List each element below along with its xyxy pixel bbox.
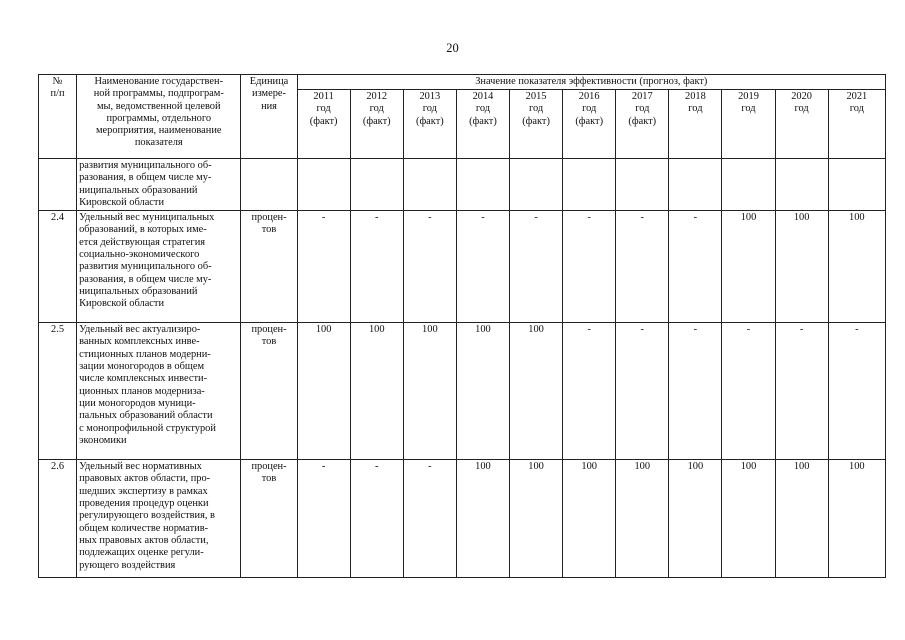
value-cell: 100 [563, 460, 616, 578]
value-cell [563, 159, 616, 211]
value-cell: - [350, 211, 403, 323]
value-cell: 100 [297, 323, 350, 460]
header-year-8: 2019 год [722, 90, 775, 159]
value-cell: - [616, 211, 669, 323]
header-num [39, 75, 77, 159]
value-cell: - [563, 211, 616, 323]
value-cell: - [722, 323, 775, 460]
value-cell [828, 159, 885, 211]
value-cell: - [510, 211, 563, 323]
indicator-unit: процен- тов [241, 211, 297, 323]
header-year-0: 2011 год (факт) [297, 90, 350, 159]
indicator-name: Удельный вес нормативных правовых актов области, про- шедших экспертизу в рамках проведения процедур оценки регулирующего воздействия, в общем количестве норматив- ных правовых актов области, подлежащих оценке регули- рующего воздействия [77, 460, 241, 578]
value-cell: - [403, 211, 456, 323]
header-unit-text: Единица измере- ния [249, 76, 289, 112]
indicator-unit: процен- тов [241, 460, 297, 578]
value-cell: 100 [403, 323, 456, 460]
header-name [77, 75, 241, 159]
header-name-text: Наименование государствен- ной программы, подпрограм- мы, ведомственной целевой программы, отдельного мероприятия, наименование показателя [93, 76, 224, 149]
row-number [39, 159, 77, 211]
table-row [39, 323, 886, 460]
value-cell [403, 159, 456, 211]
value-cell: - [775, 323, 828, 460]
table-row [39, 211, 886, 323]
value-cell: 100 [510, 460, 563, 578]
value-cell [456, 159, 509, 211]
indicator-name: Удельный вес муниципальных образований, в которых име- ется действующая стратегия социально-экономического развития муниципального об- разования, в общем числе му- ниципальных образований Кировской области [77, 211, 241, 323]
header-year-2: 2013 год (факт) [403, 90, 456, 159]
row-number: 2.6 [39, 460, 77, 578]
value-cell [616, 159, 669, 211]
header-year-1: 2012 год (факт) [350, 90, 403, 159]
row-number: 2.5 [39, 323, 77, 460]
value-cell [669, 159, 722, 211]
header-year-4: 2015 год (факт) [510, 90, 563, 159]
value-cell [510, 159, 563, 211]
value-cell [350, 159, 403, 211]
value-cell: - [563, 323, 616, 460]
header-group: Значение показателя эффективности (прогноз, факт) [297, 75, 885, 90]
value-cell: 100 [722, 211, 775, 323]
page-number: 20 [446, 41, 459, 55]
header-unit [241, 75, 297, 159]
value-cell: 100 [828, 211, 885, 323]
header-year-9: 2020 год [775, 90, 828, 159]
value-cell: - [403, 460, 456, 578]
header-num-text: № п/п [50, 76, 65, 100]
indicator-name: Удельный вес актуализиро- ванных комплексных инве- стиционных планов модерни- зации моногородов в общем числе комплексных инвести- ционных планов модерниза- ции моногородов муници- пальных образований области с монопрофильной структурой экономики [77, 323, 241, 460]
table-row [39, 159, 886, 211]
value-cell [775, 159, 828, 211]
indicator-name: развития муниципального об- разования, в общем числе му- ниципальных образований Кировской области [77, 159, 241, 211]
value-cell: 100 [456, 460, 509, 578]
value-cell [722, 159, 775, 211]
header-row [39, 75, 886, 90]
value-cell: - [828, 323, 885, 460]
value-cell: - [669, 323, 722, 460]
indicators-table [38, 74, 886, 578]
value-cell: - [297, 211, 350, 323]
value-cell: - [616, 323, 669, 460]
value-cell: 100 [616, 460, 669, 578]
header-year-3: 2014 год (факт) [456, 90, 509, 159]
header-year-10: 2021 год [828, 90, 885, 159]
value-cell: 100 [775, 211, 828, 323]
row-number: 2.4 [39, 211, 77, 323]
value-cell: - [456, 211, 509, 323]
value-cell: 100 [456, 323, 509, 460]
indicator-unit [241, 159, 297, 211]
header-year-6: 2017 год (факт) [616, 90, 669, 159]
table-row [39, 460, 886, 578]
value-cell: 100 [828, 460, 885, 578]
value-cell: - [350, 460, 403, 578]
header-year-7: 2018 год [669, 90, 722, 159]
value-cell: 100 [669, 460, 722, 578]
indicator-unit: процен- тов [241, 323, 297, 460]
value-cell: - [669, 211, 722, 323]
value-cell [297, 159, 350, 211]
value-cell: 100 [722, 460, 775, 578]
value-cell: 100 [350, 323, 403, 460]
value-cell: 100 [510, 323, 563, 460]
header-year-5: 2016 год (факт) [563, 90, 616, 159]
value-cell: - [297, 460, 350, 578]
value-cell: 100 [775, 460, 828, 578]
